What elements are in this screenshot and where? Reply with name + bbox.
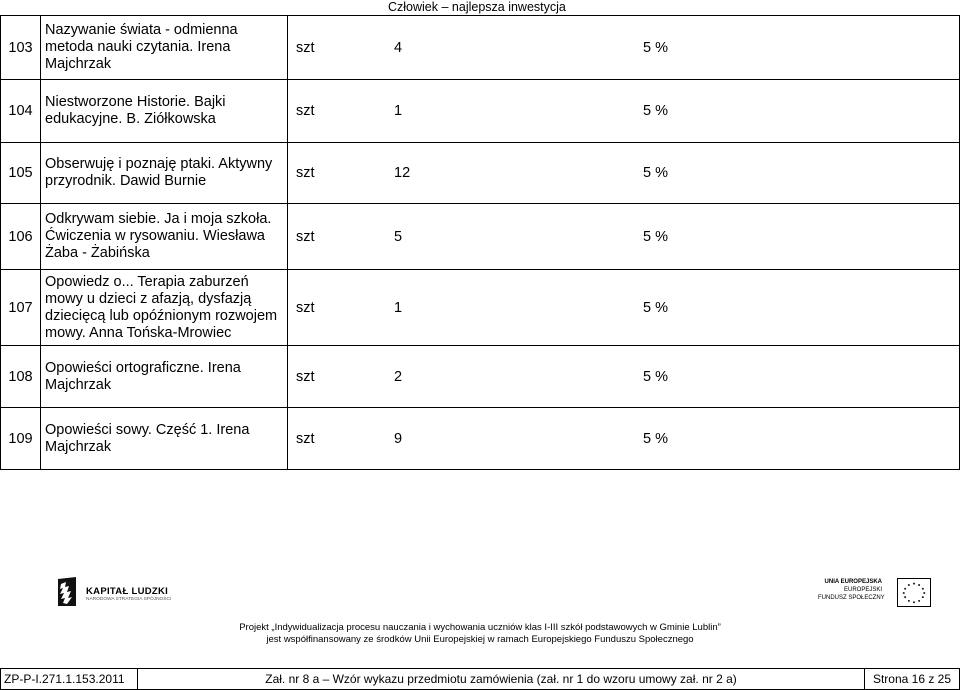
item-name-line: Opowiedz o... Terapia zaburzeń: [45, 273, 249, 290]
item-name-line: Majchrzak: [45, 56, 112, 72]
item-name-line: Niestworzone Historie. Bajki: [45, 94, 226, 110]
item-vat: 5 %: [643, 228, 668, 245]
item-name: [41, 143, 288, 204]
table-row: [1, 408, 960, 470]
item-name: [41, 204, 288, 270]
item-name: [41, 270, 288, 346]
item-name-line: Żaba - Żabińska: [45, 245, 150, 261]
table-row: [1, 16, 960, 80]
footer-page-number: Strona 16 z 25: [865, 669, 960, 690]
item-quantity: 1: [394, 299, 403, 316]
item-name-line: mowy u dzieci z afazją, dysfazją: [45, 290, 252, 307]
item-unit: szt: [296, 299, 315, 316]
item-vat: 5 %: [643, 430, 668, 447]
eu-flag-icon: [897, 578, 931, 607]
kapital-ludzki-logo: [56, 576, 172, 608]
item-name-line: Opowieści ortograficzne. Irena: [45, 359, 241, 376]
item-unit: szt: [296, 228, 315, 245]
item-name-line: Obserwuję i poznaję ptaki. Aktywny: [45, 156, 273, 172]
item-name-line: mowy. Anna Tońska-Mrowiec: [45, 324, 232, 341]
item-quantity: 5: [394, 228, 403, 245]
eu-logo: [818, 578, 933, 612]
row-number: 106: [1, 204, 41, 270]
row-number: 103: [1, 16, 41, 80]
item-name: [41, 346, 288, 408]
row-number: 104: [1, 80, 41, 143]
item-name-line: Majchrzak: [45, 376, 112, 393]
table-row: [1, 270, 960, 346]
item-name: [41, 80, 288, 143]
table-row: [1, 143, 960, 204]
item-quantity: 4: [394, 39, 403, 56]
kapital-ludzki-subtitle: NARODOWA STRATEGIA SPÓJNOŚCI: [86, 597, 172, 602]
item-name-line: Odkrywam siebie. Ja i moja szkoła.: [45, 211, 272, 227]
table-row: [1, 204, 960, 270]
item-vat: 5 %: [643, 103, 668, 119]
table-row: [1, 346, 960, 408]
project-line: Projekt „Indywidualizacja procesu nauczania i wychowania uczniów klas I-III szkół podstawowych w Gminie Lublin”: [239, 622, 721, 633]
items-table: [0, 15, 960, 470]
item-name-line: Nazywanie świata - odmienna: [45, 22, 238, 38]
item-name-line: Majchrzak: [45, 438, 112, 455]
item-quantity: 2: [394, 368, 403, 385]
item-name: [41, 408, 288, 470]
row-number: 109: [1, 408, 41, 470]
eu-logo-line: FUNDUSZ SPOŁECZNY: [818, 595, 885, 601]
item-name-line: Ćwiczenia w rysowaniu. Wiesława: [45, 228, 265, 244]
item-unit: szt: [296, 165, 315, 181]
item-unit: szt: [296, 430, 315, 447]
item-unit: szt: [296, 368, 315, 385]
item-vat: 5 %: [643, 39, 668, 56]
item-name-line: przyrodnik. Dawid Burnie: [45, 173, 207, 189]
item-name-line: Opowieści sowy. Część 1. Irena: [45, 421, 250, 438]
item-name-line: dziecięcą lub opóźnionym rozwojem: [45, 307, 278, 324]
footer-attachment: Zał. nr 8 a – Wzór wykazu przedmiotu zamówienia (zał. nr 1 do wzoru umowy zał. nr 2 a): [138, 669, 865, 690]
item-vat: 5 %: [643, 299, 668, 316]
item-quantity: 1: [394, 103, 403, 119]
row-number: 108: [1, 346, 41, 408]
footer-table: [0, 668, 960, 690]
project-line: jest współfinansowany ze środków Unii Europejskiej w ramach Europejskiego Funduszu Społecznego: [266, 634, 694, 645]
item-name-line: edukacyjne. B. Ziółkowska: [45, 111, 216, 127]
item-quantity: 12: [394, 165, 411, 181]
item-quantity: 9: [394, 430, 403, 447]
kapital-ludzki-name: KAPITAŁ LUDZKI: [86, 586, 169, 597]
item-vat: 5 %: [643, 368, 668, 385]
page-header-title: Człowiek – najlepsza inwestycja: [388, 0, 566, 14]
item-unit: szt: [296, 103, 315, 119]
eu-logo-line: UNIA EUROPEJSKA: [824, 579, 882, 585]
kapital-ludzki-flag-icon: [56, 576, 78, 607]
row-number: 105: [1, 143, 41, 204]
item-unit: szt: [296, 39, 315, 56]
footer-reference: ZP-P-I.271.1.153.2011: [1, 669, 138, 690]
table-row: [1, 80, 960, 143]
item-name-line: metoda nauki czytania. Irena: [45, 39, 231, 55]
row-number: 107: [1, 270, 41, 346]
item-name: [41, 16, 288, 80]
eu-logo-line: EUROPEJSKI: [843, 587, 882, 593]
item-vat: 5 %: [643, 165, 668, 181]
